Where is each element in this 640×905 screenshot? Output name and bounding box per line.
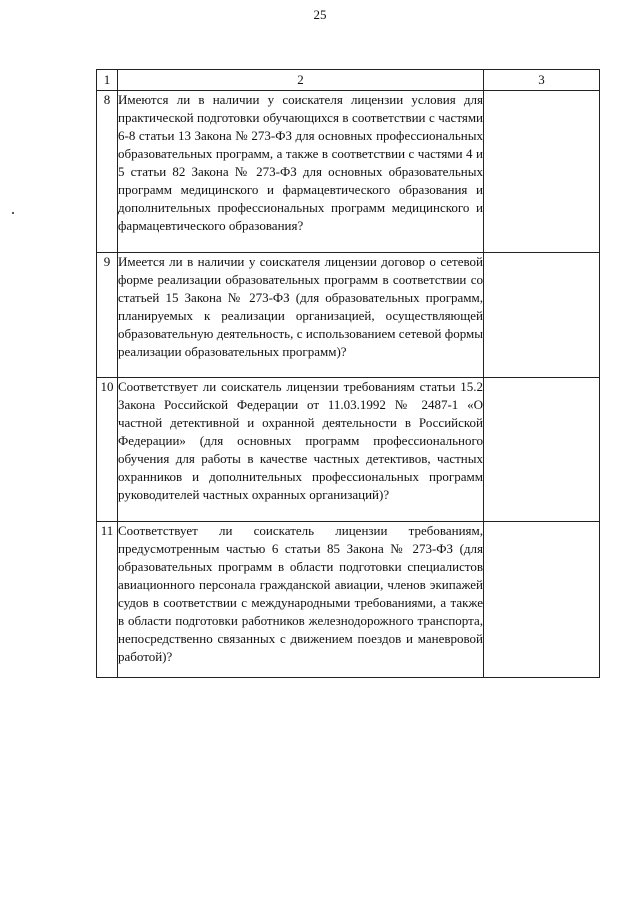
row-question-text: Имеются ли в наличии у соискателя лицензии условия для практической подготовки обучающихся в соответствии с частями 6-8 статьи 13 Закона № 273-ФЗ для основных профессиональных образовательных программ, а также в соответствии с частями 4 и 5 статьи 82 Закона № 273-ФЗ для основных образовательных программ медицинского и фармацевтического образования и дополнительных профессиональных программ медицинского и фармацевтического образования? — [118, 91, 484, 253]
row-number: 11 — [97, 522, 118, 678]
row-number: 10 — [97, 378, 118, 522]
row-answer-cell — [484, 522, 600, 678]
row-question-text: Имеется ли в наличии у соискателя лицензии договор о сетевой форме реализации образовательных программ в соответствии со статьей 15 Закона № 273-ФЗ (для образовательных программ, планируемых к реализации организацией, осуществляющей образовательную деятельность, с использованием сетевой формы реализации образовательных программ)? — [118, 253, 484, 378]
table-row — [97, 91, 600, 253]
scan-mark — [12, 212, 14, 214]
row-answer-cell — [484, 91, 600, 253]
row-question-text: Соответствует ли соискатель лицензии требованиям статьи 15.2 Закона Российской Федерации от 11.03.1992 № 2487-1 «О частной детективной и охранной деятельности в Российской Федерации» (для основных программ профессионального обучения для работы в качестве частных детективов, частных охранников и дополнительных профессиональных программ руководителей частных охранных организаций)? — [118, 378, 484, 522]
requirements-table — [96, 69, 600, 678]
page-number: 25 — [313, 7, 327, 22]
table-header-row — [97, 70, 600, 91]
row-number: 9 — [97, 253, 118, 378]
table-row — [97, 253, 600, 378]
row-number: 8 — [97, 91, 118, 253]
row-question-text: Соответствует ли соискатель лицензии требованиям, предусмотренным частью 6 статьи 85 Закона № 273-ФЗ (для образовательных программ в области подготовки специалистов авиационного персонала гражданской авиации, членов экипажей судов в соответствии с международными требованиями, а также в области подготовки работников железнодорожного транспорта, непосредственно связанных с движением поездов и маневровой работой)? — [118, 522, 484, 678]
table-row — [97, 378, 600, 522]
header-col-1: 1 — [97, 70, 118, 91]
row-answer-cell — [484, 253, 600, 378]
header-col-3: 3 — [484, 70, 600, 91]
row-answer-cell — [484, 378, 600, 522]
header-col-2: 2 — [118, 70, 484, 91]
table-row — [97, 522, 600, 678]
